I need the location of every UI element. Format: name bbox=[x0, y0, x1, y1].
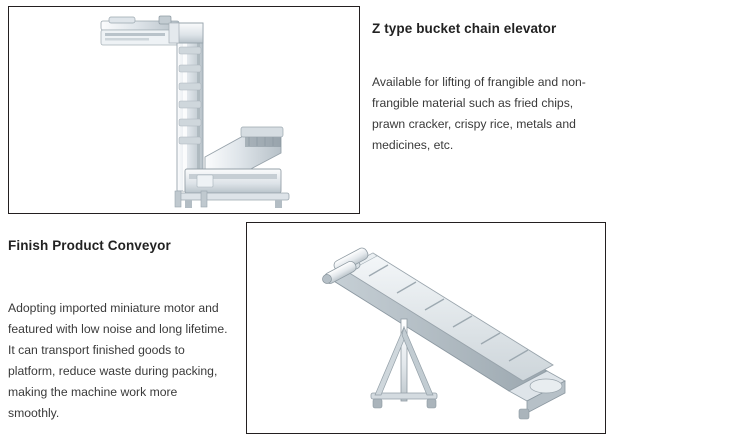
elevator-illustration bbox=[9, 7, 359, 213]
elevator-top-section bbox=[101, 16, 179, 45]
elevator-feed-hopper bbox=[205, 127, 283, 171]
elevator-description: Available for lifting of frangible and non-frangible material such as fried chips, prawn cracker, crispy rice, metals and medicines, etc. bbox=[372, 75, 586, 153]
conveyor-illustration bbox=[247, 223, 605, 433]
conveyor-title: Finish Product Conveyor bbox=[8, 237, 171, 253]
elevator-image-frame bbox=[8, 6, 360, 214]
conveyor-image-frame bbox=[246, 222, 606, 434]
elevator-vertical-column bbox=[169, 23, 203, 191]
elevator-title: Z type bucket chain elevator bbox=[372, 20, 557, 36]
conveyor-incline-body bbox=[329, 253, 553, 391]
conveyor-description: Adopting imported miniature motor and featured with low noise and long lifetime. It can transport finished goods to platform, reduce waste during packing, making the machine work more smoothly. bbox=[8, 301, 228, 421]
elevator-base-frame bbox=[179, 169, 289, 208]
